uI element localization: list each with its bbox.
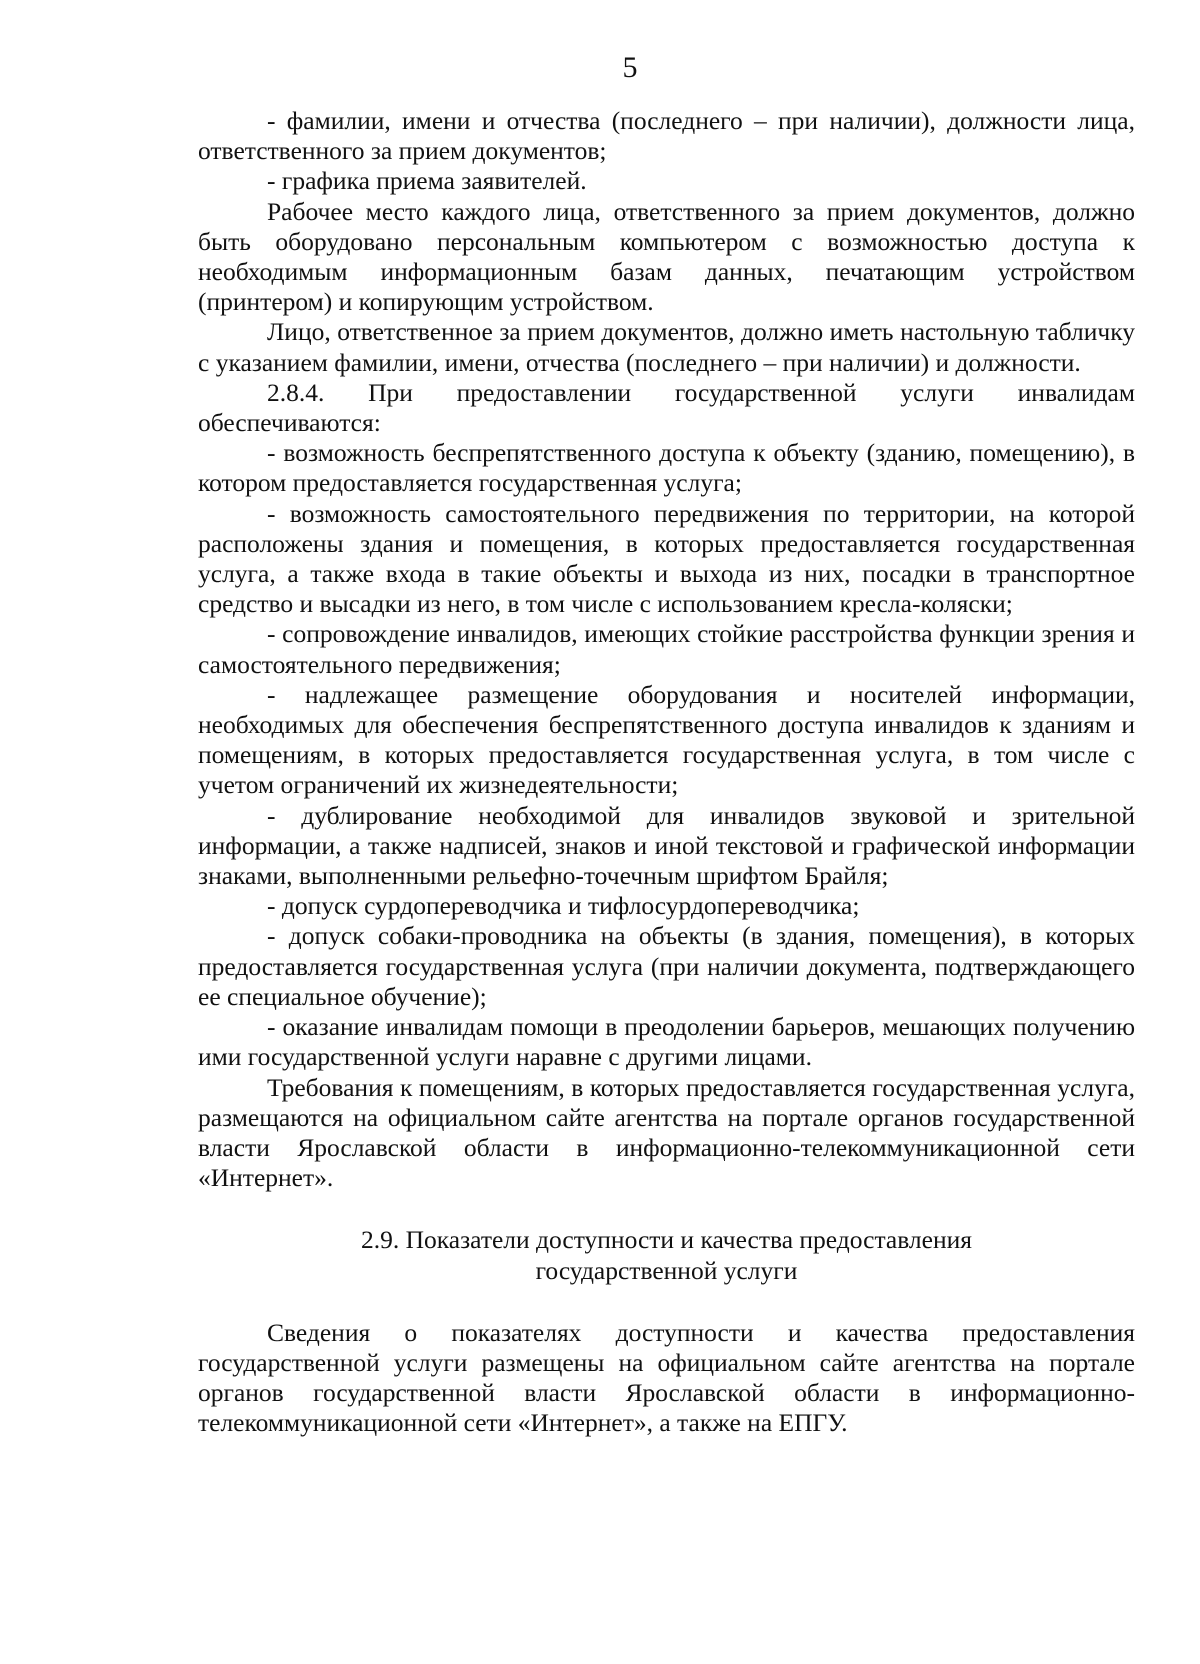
paragraph: Рабочее место каждого лица, ответственного за прием документов, должно быть оборудовано персональным компьютером с возможностью доступа к необходимым информационным базам данных, печатающим устройством (принтером) и копирующим устройством. [198,196,1135,317]
list-item: - сопровождение инвалидов, имеющих стойкие расстройства функции зрения и самостоятельного передвижения; [198,619,1135,679]
list-item: - допуск сурдопереводчика и тифлосурдопереводчика; [267,891,860,921]
paragraph: - фамилии, имени и отчества (последнего – при наличии), должности лица, ответственного за прием документов; [198,106,1135,166]
page-number: 5 [622,51,638,84]
paragraph: Лицо, ответственное за прием документов, должно иметь настольную табличку с указанием фамилии, имени, отчества (последнего – при наличии) и должности. [198,317,1135,377]
list-item: - возможность самостоятельного передвижения по территории, на которой расположены здания и помещения, в которых предоставляется государственная услуга, а также входа в такие объекты и выхода из них, посадки в транспортное средство и высадки из него, в том числе с использованием кресла-коляски; [198,498,1135,619]
section-heading-line: государственной услуги [535,1255,798,1285]
document-body [198,106,1135,1439]
paragraph: Требования к помещениям, в которых предоставляется государственная услуга, размещаются на официальном сайте агентства на портале органов государственной власти Ярославской области в информационно-телекоммуникационной сети «Интернет». [198,1072,1135,1193]
list-item: - надлежащее размещение оборудования и носителей информации, необходимых для обеспечения беспрепятственного доступа инвалидов к зданиям и помещениям, в которых предоставляется государственная услуга, в том числе с учетом ограничений их жизнедеятельности; [198,679,1135,800]
paragraph: - графика приема заявителей. [267,166,587,196]
paragraph: Сведения о показателях доступности и качества предоставления государственной услуги размещены на официальном сайте агентства на портале органов государственной власти Ярославской области в информационно-телекоммуникационной сети «Интернет», а также на ЕПГУ. [198,1317,1135,1438]
list-item: - допуск собаки-проводника на объекты (в здания, помещения), в которых предоставляется государственная услуга (при наличии документа, подтверждающего ее специальное обучение); [198,921,1135,1011]
list-item: - дублирование необходимой для инвалидов звуковой и зрительной информации, а также надписей, знаков и иной текстовой и графической информации знаками, выполненными рельефно-точечным шрифтом Брайля; [198,800,1135,891]
list-item: - возможность беспрепятственного доступа к объекту (зданию, помещению), в котором предоставляется государственная услуга; [198,438,1135,498]
paragraph: 2.8.4. При предоставлении государственной услуги инвалидам обеспечиваются: [198,377,1135,438]
list-item: - оказание инвалидам помощи в преодолении барьеров, мешающих получению ими государственной услуги наравне с другими лицами. [198,1012,1135,1072]
section-heading-line: 2.9. Показатели доступности и качества предоставления [360,1225,972,1255]
section-heading [198,1225,1135,1285]
